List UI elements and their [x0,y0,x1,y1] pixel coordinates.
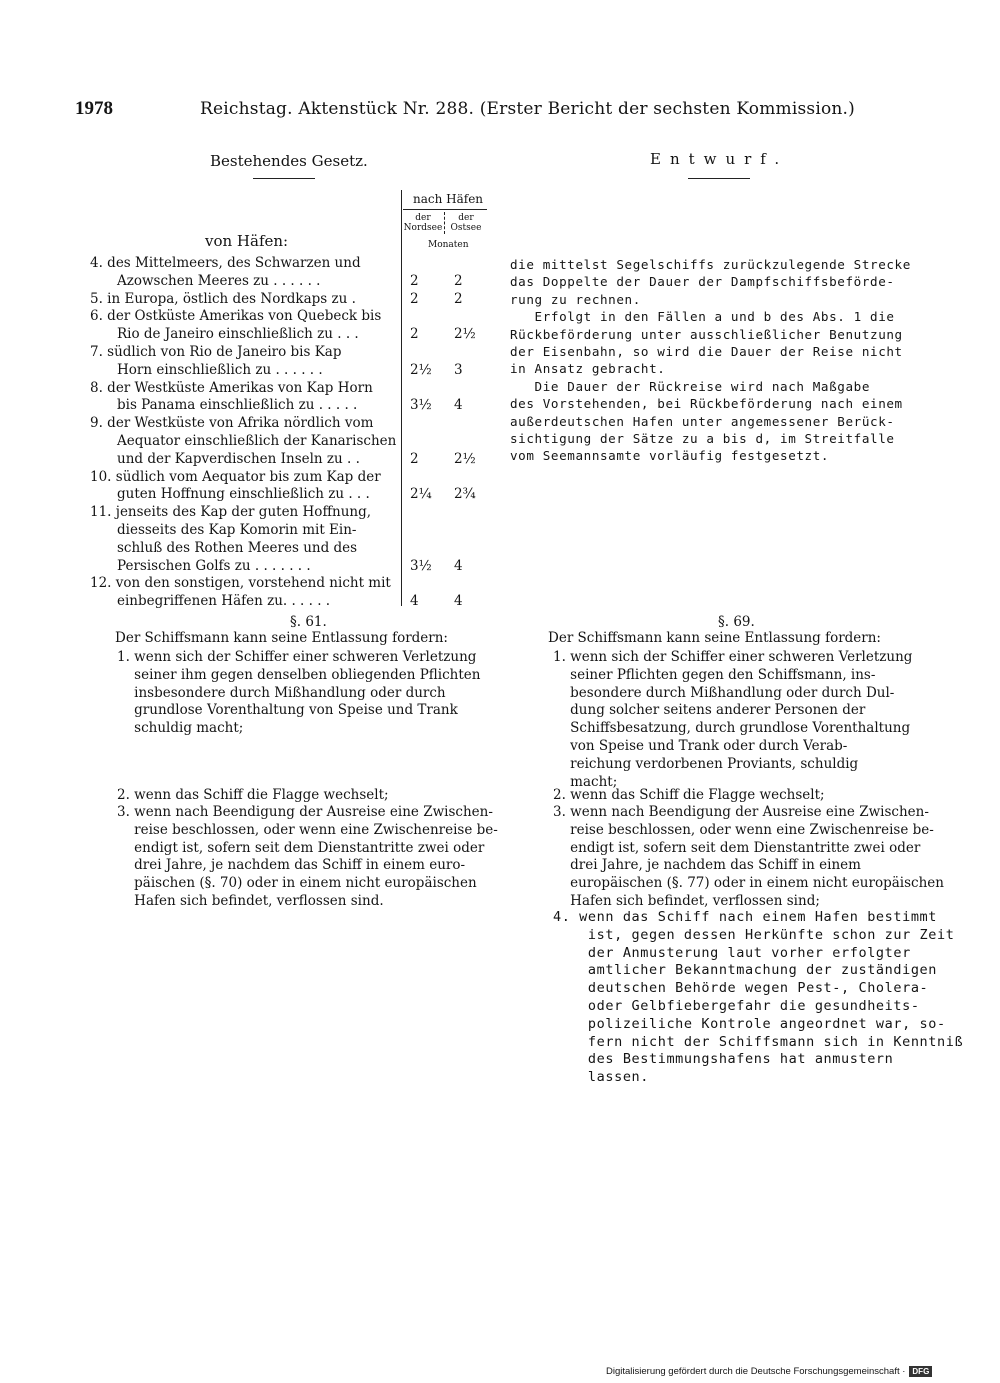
table-row-line: 8. der Westküste Amerikas von Kap Horn [90,379,373,396]
text-line: fern nicht der Schiffsmann sich in Kenntniß [553,1033,964,1050]
text-line: macht; [553,773,618,790]
text-line: Hafen sich befindet, verflossen sind. [117,892,384,909]
right-item-1 [553,649,912,791]
text-line: insbesondere durch Mißhandlung oder durch [117,684,446,701]
table-row-line: 4. des Mittelmeers, des Schwarzen und [90,255,361,271]
text-line: ist, gegen dessen Herkünfte schon zur Zeit [553,926,955,943]
text-line: Erfolgt in den Fällen a und b des Abs. 1 die [510,309,895,325]
table-row-line: Rio de Janeiro einschließlich zu . . . [117,326,359,343]
left-column-heading: Bestehendes Gesetz. [210,152,368,170]
table-value-ostsee: 2¾ [454,486,476,503]
table-intro: von Häfen: [205,232,289,250]
table-row-line: guten Hoffnung einschließlich zu . . . [117,486,370,503]
text-line: besondere durch Mißhandlung oder durch Dul- [553,684,895,701]
table-value-ostsee: 2 [454,290,463,307]
table-col-nordsee: der Nordsee [403,213,443,233]
section-intro-69: Der Schiffsmann kann seine Entlassung fordern: [548,630,881,646]
table-value-nordsee: 3½ [410,557,432,574]
table-row-line: Persischen Golfs zu . . . . . . . [117,557,311,574]
text-line: reise beschlossen, oder wenn eine Zwischenreise be- [117,821,498,838]
text-line: dung solcher seitens anderer Personen der [553,702,866,719]
text-line: außerdeutschen Hafen unter angemessener Berück- [510,413,895,429]
table-value-ostsee: 4 [454,397,463,414]
table-value-nordsee: 2 [410,290,419,307]
footer-text: Digitalisierung gefördert durch die Deutsche Forschungsgemeinschaft · [606,1366,906,1377]
table-value-ostsee: 4 [454,593,463,610]
table-value-ostsee: 2½ [454,326,476,343]
table-row-line: 6. der Ostküste Amerikas von Quebeck bis [90,308,382,325]
table-value-ostsee: 2½ [454,450,476,467]
section-title-61: §. 61. [290,614,327,630]
table-row-line: 12. von den sonstigen, vorstehend nicht mit [90,575,391,592]
text-line: amtlicher Bekanntmachung der zuständigen [553,962,938,979]
right-top-text [510,256,911,465]
heading-rule-right [688,178,750,179]
right-item-2 [553,787,825,805]
text-line: rung zu rechnen. [510,291,641,307]
dfg-logo: DFG [909,1366,932,1377]
right-item-4 [553,909,963,1087]
text-line: päischen (§. 70) oder in einem nicht europäischen [117,875,477,892]
section-intro-61: Der Schiffsmann kann seine Entlassung fordern: [115,630,448,646]
text-line: grundlose Vorenthaltung von Speise und Trank [117,702,458,719]
table-row-line: 11. jenseits des Kap der guten Hoffnung, [90,504,372,521]
table-value-ostsee: 2 [454,272,463,289]
table-value-nordsee: 3½ [410,397,432,414]
table-row-line: einbegriffenen Häfen zu. . . . . . [117,593,331,610]
text-line: der Eisenbahn, so wird die Dauer der Reise nicht [510,344,903,360]
text-line: 3. wenn nach Beendigung der Ausreise eine Zwischen- [117,804,493,820]
text-line: polizeiliche Kontrole angeordnet war, so- [553,1015,946,1032]
text-line: drei Jahre, je nachdem das Schiff in einem euro- [117,857,466,874]
text-line: Die Dauer der Rückreise wird nach Maßgabe [510,378,871,394]
text-line: sichtigung der Sätze zu a bis d, im Streitfalle [510,431,895,447]
text-line: oder Gelbfiebergefahr die gesundheits- [553,997,920,1014]
table-row-line: schluß des Rothen Meeres und des [117,539,358,556]
text-line: endigt ist, sofern seit dem Dienstantritte zwei oder [553,839,921,856]
running-title: Reichstag. Aktenstück Nr. 288. (Erster Bericht der sechsten Kommission.) [200,99,855,119]
text-line: lassen. [553,1069,650,1086]
text-line: deutschen Behörde wegen Pest-, Cholera- [553,980,929,997]
text-line: das Doppelte der Dauer der Dampfschiffsbeförde- [510,274,895,290]
left-item-2 [117,787,389,805]
heading-rule-left [253,178,315,179]
text-line: Rückbeförderung unter ausschließlicher Benutzung [510,326,903,342]
table-row-line: diesseits des Kap Komorin mit Ein- [117,522,357,538]
right-column-heading: Entwurf. [650,150,789,168]
text-line: 3. wenn nach Beendigung der Ausreise eine Zwischen- [553,804,929,820]
table-row-line: 7. südlich von Rio de Janeiro bis Kap [90,344,342,360]
text-line: seiner Pflichten gegen den Schiffsmann, ins- [553,666,876,683]
section-title-69: §. 69. [718,614,755,630]
text-line: endigt ist, sofern seit dem Dienstantritte zwei oder [117,839,485,856]
text-line: reise beschlossen, oder wenn eine Zwischenreise be- [553,821,934,838]
table-row-line: bis Panama einschließlich zu . . . . . [117,397,358,414]
table-value-ostsee: 4 [454,557,463,574]
table-col-divider [444,212,445,234]
table-value-nordsee: 2½ [410,361,432,378]
left-item-3 [117,804,498,911]
text-line: 2. wenn das Schiff die Flagge wechselt; [553,787,825,803]
text-line: des Bestimmungshafens hat anmustern [553,1051,894,1068]
table-unit: Monaten [428,240,469,250]
table-row-line: 9. der Westküste von Afrika nördlich vom [90,415,374,432]
text-line: in Ansatz gebracht. [510,361,666,377]
table-header-rule [403,209,487,210]
text-line: des Vorstehenden, bei Rückbeförderung nach einem [510,396,903,412]
right-item-3 [553,804,944,911]
text-line: vom Seemannsamte vorläufig festgesetzt. [510,448,830,464]
table-row-line: Azowschen Meeres zu . . . . . . [117,272,321,289]
text-line: seiner ihm gegen denselben obliegenden Pflichten [117,666,481,683]
text-line: 1. wenn sich der Schiffer einer schweren Verletzung [553,649,913,665]
table-value-nordsee: 2¼ [410,486,432,503]
text-line: 1. wenn sich der Schiffer einer schweren Verletzung [117,649,477,665]
table-value-nordsee: 2 [410,326,419,343]
left-item-1 [117,649,480,738]
text-line: die mittelst Segelschiffs zurückzulegende Strecke [510,257,911,272]
footer-credit [606,1366,932,1377]
text-line: drei Jahre, je nachdem das Schiff in einem [553,857,861,874]
text-line: europäischen (§. 77) oder in einem nicht europäischen [553,875,944,892]
table-value-nordsee: 2 [410,272,419,289]
table-row-line: 5. in Europa, östlich des Nordkaps zu . [90,290,356,307]
table-row-line: und der Kapverdischen Inseln zu . . [117,450,360,467]
text-line: reichung verdorbenen Proviants, schuldig [553,755,859,772]
table-value-ostsee: 3 [454,361,463,378]
text-line: der Anmusterung laut vorher erfolgter [553,944,911,961]
text-line: Schiffsbesatzung, durch grundlose Vorenthaltung [553,720,911,737]
table-col-ostsee: der Ostsee [450,213,482,233]
text-line: von Speise und Trank oder durch Verab- [553,737,848,754]
text-line: 2. wenn das Schiff die Flagge wechselt; [117,787,389,803]
table-row-line: Horn einschließlich zu . . . . . . [117,361,323,378]
page-number: 1978 [75,98,113,119]
table-value-nordsee: 4 [410,593,419,610]
table-row-line: 10. südlich vom Aequator bis zum Kap der [90,468,381,485]
text-line: 4. wenn das Schiff nach einem Hafen bestimmt [553,909,938,925]
table-row-line: Aequator einschließlich der Kanarischen [117,433,397,449]
table-vline-left [401,190,402,606]
table-group-header: nach Häfen [413,192,484,206]
table-value-nordsee: 2 [410,450,419,467]
text-line: Hafen sich befindet, verflossen sind; [553,892,820,909]
text-line: schuldig macht; [117,720,244,737]
